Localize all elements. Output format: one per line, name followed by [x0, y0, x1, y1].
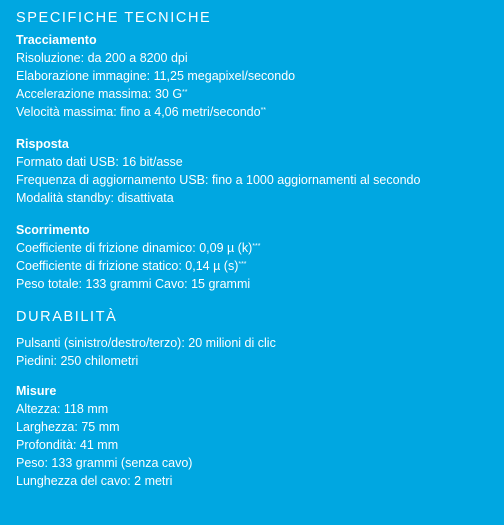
- standby-line: Modalità standby: disattivata: [16, 191, 174, 205]
- acceleration-line: [16, 85, 500, 103]
- tracking-group: [16, 31, 500, 121]
- resolution-line: Risoluzione: da 200 a 8200 dpi: [16, 51, 188, 65]
- image-processing-line: Elaborazione immagine: 11,25 megapixel/secondo: [16, 69, 296, 83]
- height-line: Altezza: 118 mm: [16, 402, 109, 416]
- spec-sheet: [16, 0, 500, 490]
- static-friction-line: [16, 257, 500, 275]
- measures-group: [16, 382, 500, 490]
- usb-rate-line: Frequenza di aggiornamento USB: fino a 1000 aggiornamenti al secondo: [16, 173, 421, 187]
- dynamic-friction-footnote-mark: ***: [252, 243, 261, 250]
- dynamic-friction-text: Coefficiente di frizione dinamico: 0,09 µ (k): [16, 241, 253, 255]
- total-weight-line: Peso totale: 133 grammi Cavo: 15 grammi: [16, 277, 251, 291]
- glide-group: [16, 221, 500, 293]
- specs-section-title: SPECIFICHE TECNICHE: [16, 10, 212, 26]
- measures-title: Misure: [16, 384, 57, 398]
- usb-format-line: Formato dati USB: 16 bit/asse: [16, 155, 183, 169]
- dynamic-friction-line: [16, 239, 500, 257]
- max-speed-line: [16, 103, 500, 121]
- cable-length-line: Lunghezza del cavo: 2 metri: [16, 474, 173, 488]
- durability-group: [16, 334, 500, 370]
- buttons-durability-line: Pulsanti (sinistro/destro/terzo): 20 milioni di clic: [16, 336, 276, 350]
- width-line: Larghezza: 75 mm: [16, 420, 120, 434]
- static-friction-footnote-mark: ***: [238, 261, 247, 268]
- weight-line: Peso: 133 grammi (senza cavo): [16, 456, 193, 470]
- acceleration-text: Accelerazione massima: 30 G: [16, 87, 183, 101]
- max-speed-text: Velocità massima: fino a 4,06 metri/secondo: [16, 105, 261, 119]
- response-group: [16, 135, 500, 207]
- max-speed-footnote-mark: **: [260, 107, 267, 114]
- acceleration-footnote-mark: **: [182, 89, 188, 96]
- tracking-title: Tracciamento: [16, 33, 97, 47]
- glide-title: Scorrimento: [16, 223, 90, 237]
- durability-section-title: DURABILITÀ: [16, 309, 118, 325]
- response-title: Risposta: [16, 137, 69, 151]
- static-friction-text: Coefficiente di frizione statico: 0,14 µ (s): [16, 259, 239, 273]
- feet-durability-line: Piedini: 250 chilometri: [16, 354, 139, 368]
- depth-line: Profondità: 41 mm: [16, 438, 119, 452]
